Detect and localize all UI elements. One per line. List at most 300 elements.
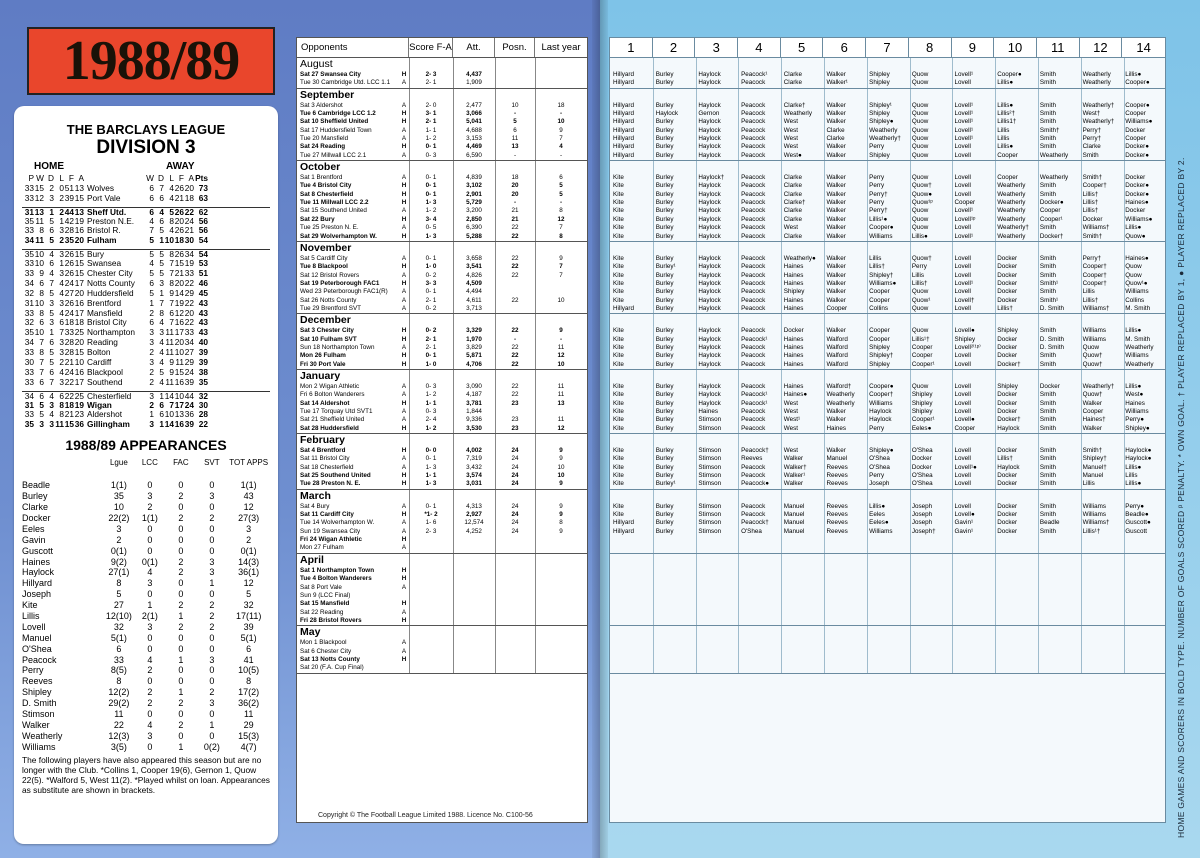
position: 6: [513, 126, 517, 134]
stat-cell: 26: [174, 225, 184, 236]
player-cell: Haylock: [698, 135, 721, 143]
month-label: April: [300, 553, 324, 566]
stat-cell: 3: [149, 419, 154, 430]
fixture-row: [297, 383, 587, 391]
appearance-count: 2: [147, 698, 153, 709]
appearance-row: [22, 480, 270, 491]
last-year: 8: [559, 207, 563, 215]
position: 13: [511, 143, 519, 151]
opponent: Sat 24 Reading: [300, 143, 346, 151]
player-cell: Clarke: [783, 174, 802, 182]
stat-cell: 21: [184, 225, 194, 236]
fixtures-body: [297, 58, 587, 674]
venue: A: [401, 296, 407, 304]
player-cell: Burley: [655, 511, 674, 519]
attendance: [453, 600, 495, 608]
stat-cell: 6: [169, 307, 174, 318]
appearance-count: 0: [209, 708, 215, 719]
opponent: Fri 6 Bolton Wanderers: [300, 391, 365, 399]
player-cell: Docker: [997, 527, 1018, 535]
attendance: 3,658: [466, 254, 482, 262]
fixture-row: [297, 102, 587, 110]
player-cell: Kite: [613, 360, 624, 368]
player-cell: Smith: [1039, 118, 1056, 126]
stat-cell: 43: [198, 307, 208, 318]
league-header-cell: D: [48, 173, 54, 183]
player-cell: Manuel: [783, 527, 805, 535]
player-cell: Burley: [655, 455, 674, 463]
appearance-count: 11: [114, 708, 124, 719]
fixture-row: [297, 639, 587, 647]
stat-cell: 10: [174, 390, 184, 401]
player-cell: Clarke: [783, 207, 802, 215]
attendance: 1,909: [466, 79, 482, 87]
league-table-card: [14, 106, 278, 844]
player-cell: Haylock: [698, 190, 721, 198]
score: [409, 664, 453, 672]
team-name: Bristol City: [87, 318, 127, 328]
lineup-row: [610, 207, 1165, 215]
appearance-count: 6: [246, 643, 252, 654]
copyright-text: Copyright © The Football League Limited 1988. Licence No. C100-56: [318, 812, 533, 819]
player-cell: Lovell¹: [954, 101, 974, 109]
stat-cell: 19: [74, 399, 84, 410]
team-name: Northampton: [87, 328, 135, 338]
stat-cell: 22: [184, 317, 194, 328]
appearance-row: [22, 589, 270, 600]
venue: A: [401, 288, 407, 296]
fixture-row: [297, 327, 587, 335]
player-cell: Burley: [655, 391, 674, 399]
last-year: [535, 609, 587, 617]
player-cell: Hillyard: [613, 135, 634, 143]
stat-cell: 38: [198, 366, 208, 377]
stat-cell: 0: [59, 182, 64, 193]
appearance-count: 0: [178, 632, 184, 643]
player-cell: Quow: [911, 71, 929, 78]
player-cell: Haylock●: [1125, 455, 1152, 463]
player-cell: Haylock: [698, 382, 721, 390]
player-cell: Reeves: [741, 455, 763, 463]
player-cell: Kite: [613, 408, 624, 415]
stat-cell: 17: [174, 327, 184, 338]
stat-cell: 5: [149, 287, 154, 298]
team-name: Blackpool: [87, 367, 123, 377]
appearance-count: 8: [246, 676, 252, 687]
appearance-count: 0: [147, 643, 153, 654]
position: 21: [511, 215, 519, 223]
player-cell: Burley: [655, 335, 674, 343]
player-cell: Eeles●: [869, 519, 889, 527]
player-cell: Quow: [911, 151, 929, 159]
score: 0- 1: [425, 174, 437, 182]
player-cell: Peacock: [741, 224, 766, 232]
appearance-count: 2: [147, 687, 153, 698]
player-cell: Walker: [826, 224, 846, 232]
appearance-count: 5: [116, 589, 122, 600]
attendance: [453, 639, 495, 647]
appearance-count: 0: [178, 545, 184, 556]
appearance-count: 12(3): [108, 730, 130, 741]
player-cell: Cooper†: [1082, 263, 1107, 271]
opponent: Sun 19 Swansea City: [300, 527, 361, 535]
stat-cell: 20: [74, 337, 84, 348]
fixture-row: [297, 656, 587, 664]
player-cell: Peacock: [741, 424, 766, 432]
player-cell: Burley¹: [655, 263, 676, 271]
lineup-row: [610, 71, 1165, 79]
position: [495, 288, 535, 296]
attendance: 4,611: [466, 296, 482, 304]
position: [495, 648, 535, 656]
fixture-month-april: [297, 554, 587, 626]
player-cell: Burley: [655, 101, 674, 109]
team-name: Wolves: [87, 183, 115, 193]
fixture-row: [297, 255, 587, 263]
appearance-row: [22, 557, 270, 568]
stat-cell: 32: [24, 287, 34, 298]
fixture-row: [297, 118, 587, 126]
appearances-title: 1988/89 APPEARANCES: [65, 437, 227, 454]
player-cell: Haines†: [1082, 416, 1106, 424]
last-year: 8: [559, 232, 563, 240]
player-cell: Walker: [826, 215, 846, 223]
fixture-row: [297, 664, 587, 672]
player-cell: Docker: [997, 288, 1018, 296]
fixture-row: [297, 110, 587, 118]
player-cell: Williams●: [869, 279, 897, 287]
position: 5: [513, 118, 517, 126]
lineup-row: [610, 255, 1165, 263]
month-label: February: [300, 434, 345, 447]
player-cell: Peacock: [741, 190, 766, 198]
player-cell: Docker: [1039, 382, 1060, 390]
appearance-row: [22, 535, 270, 546]
player-cell: Cooper†: [1082, 182, 1107, 190]
appearance-count: 5: [246, 589, 252, 600]
fixture-row: [297, 464, 587, 472]
stat-cell: 15: [74, 249, 84, 260]
stat-cell: 21: [64, 409, 74, 420]
last-year: 8: [559, 519, 563, 527]
attendance: 2,850: [466, 215, 482, 223]
opponent: Tue 11 Millwall LCC 2.2: [300, 199, 369, 207]
player-cell: Stimson: [698, 511, 722, 519]
score: 2- 1: [425, 343, 437, 351]
position: [495, 536, 535, 544]
player-cell: Haylock: [698, 271, 721, 279]
player-cell: Hillyard: [613, 519, 634, 527]
position: [495, 575, 535, 583]
attendance: [453, 656, 495, 664]
league-header-cell: W: [36, 173, 44, 183]
stat-cell: 39: [184, 376, 194, 387]
stat-cell: 36: [74, 419, 84, 430]
month-label: May: [300, 626, 321, 639]
player-name: Manuel: [22, 632, 52, 643]
stat-cell: 8: [169, 249, 174, 260]
appearance-row: [22, 513, 270, 524]
player-cell: Walker: [826, 296, 846, 304]
stat-cell: 6: [149, 317, 154, 328]
last-year: [535, 305, 587, 313]
player-cell: Cooper: [954, 424, 976, 432]
fixture-row: [297, 182, 587, 190]
player-name: Shipley: [22, 687, 52, 698]
player-cell: Docker: [997, 254, 1018, 262]
player-cell: Shipley†: [869, 352, 894, 360]
opponent: Tue 6 Cambridge LCC 1.2: [300, 110, 376, 118]
stat-cell: 1: [59, 215, 64, 226]
player-cell: Weatherly: [997, 207, 1026, 215]
player-cell: Burley: [655, 288, 674, 296]
appearance-count: 3: [209, 654, 215, 665]
player-name: Hillyard: [22, 578, 53, 589]
player-cell: Burley: [655, 207, 674, 215]
venue: H: [401, 118, 407, 126]
lineup-row: [610, 272, 1165, 280]
attendance: 4,706: [466, 360, 482, 368]
player-cell: Stimson: [698, 472, 722, 480]
player-cell: Clarke†: [783, 101, 806, 109]
lineup-row: [610, 152, 1165, 160]
lineup-row: [610, 174, 1165, 182]
lineup-row: [610, 344, 1165, 352]
player-cell: Williams†: [1082, 304, 1110, 312]
fixture-row: [297, 143, 587, 151]
player-name: Burley: [22, 491, 48, 502]
stat-cell: 13: [74, 182, 84, 193]
key-note: HOME GAMES AND SCORERS IN BOLD TYPE. NUMBER OF GOALS SCORED ᵖ PENALTY. * OWN GOAL. † PLAYER REPLACED BY 1, ● PLAYER REPLACED BY 2.: [1176, 157, 1186, 838]
player-cell: Weatherly†: [997, 224, 1029, 232]
player-cell: Lovell●: [954, 511, 975, 519]
player-cell: Peacock: [741, 79, 766, 87]
player-cell: Burley: [655, 118, 674, 126]
player-cell: Guscott: [1125, 527, 1147, 535]
venue: A: [401, 271, 407, 279]
position: 11: [511, 135, 519, 143]
last-year: [535, 575, 587, 583]
stat-cell: 8: [169, 277, 174, 288]
attendance: 3,102: [466, 182, 482, 190]
stat-cell: 9: [169, 366, 174, 377]
player-cell: Williams●: [1125, 118, 1153, 126]
player-cell: Kite: [613, 424, 624, 432]
league-row: [22, 194, 270, 204]
stat-cell: 35: [24, 327, 34, 338]
player-cell: Lovell¹: [954, 126, 974, 134]
player-cell: Haines: [783, 352, 804, 360]
fixture-row: [297, 648, 587, 656]
stat-cell: 22: [184, 206, 194, 217]
player-cell: Docker: [997, 335, 1018, 343]
position: [495, 305, 535, 313]
player-cell: Hillyard: [613, 304, 634, 312]
fixture-month-march: [297, 490, 587, 554]
score: 0- 1: [425, 352, 437, 360]
player-cell: Haylock: [997, 424, 1020, 432]
stat-cell: 3: [59, 376, 64, 387]
opponent: Sat 10 Sheffield United: [300, 118, 369, 126]
lineup-row: [610, 182, 1165, 190]
attendance: [453, 575, 495, 583]
venue: A: [401, 502, 407, 510]
appearance-count: 0(1): [141, 556, 158, 567]
player-name: Haylock: [22, 567, 55, 578]
stat-cell: 5: [39, 399, 44, 410]
team-name: Sheff Utd.: [87, 207, 127, 217]
attendance: 6,390: [466, 224, 482, 232]
player-name: Eeles: [22, 523, 45, 534]
stat-cell: 22: [184, 277, 194, 288]
stat-cell: 7: [159, 182, 164, 193]
player-cell: Lovell¹: [954, 71, 974, 78]
player-cell: Stimson: [698, 519, 722, 527]
player-cell: Haines: [783, 382, 804, 390]
position: [495, 656, 535, 664]
player-cell: Smith: [1039, 447, 1056, 455]
player-cell: Peacock: [741, 254, 766, 262]
opponent: Sat 8 Port Vale: [300, 583, 342, 591]
venue: H: [401, 199, 407, 207]
player-cell: Haylock: [698, 254, 721, 262]
stat-cell: 18: [174, 235, 184, 246]
opponent: Sat 3 Chester City: [300, 327, 354, 335]
player-cell: Lillis●: [997, 101, 1014, 109]
league-row: [22, 378, 270, 388]
player-cell: Walker: [826, 416, 846, 424]
attendance: 4,494: [466, 288, 482, 296]
player-cell: Beadle●: [1125, 511, 1149, 519]
venue: H: [401, 472, 407, 480]
month-label: January: [300, 369, 341, 382]
opponent: Sat 1 Brentford: [300, 174, 343, 182]
stat-cell: 34: [184, 337, 194, 348]
opponent: Tue 29 Brentford SVT: [300, 304, 362, 312]
appearance-count: 2: [147, 502, 153, 513]
team-name: Chesterfield: [87, 391, 132, 401]
stat-cell: 33: [24, 182, 34, 193]
player-cell: Stimson: [698, 480, 722, 488]
position: [495, 592, 535, 600]
stat-cell: 33: [184, 268, 194, 279]
player-cell: Quow●: [1125, 232, 1146, 240]
opponent: Sat 17 Huddersfield Town: [300, 126, 372, 134]
stat-cell: 1: [159, 419, 164, 430]
opponent: Sat 10 Fulham SVT: [300, 335, 357, 343]
player-cell: Lovell: [954, 382, 971, 390]
last-year: -: [559, 199, 563, 207]
player-cell: Reeves: [826, 519, 848, 527]
appearance-count: 3: [147, 491, 153, 502]
player-name: Haines: [22, 556, 51, 567]
position: 22: [511, 232, 519, 240]
player-cell: Burley: [655, 399, 674, 407]
venue: H: [401, 110, 407, 118]
venue: [399, 592, 409, 600]
player-cell: Shipley: [869, 79, 890, 87]
player-cell: Kite: [613, 263, 624, 271]
stat-cell: 3: [59, 249, 64, 260]
player-cell: Cooper●: [1125, 101, 1150, 109]
player-cell: Haylock: [698, 182, 721, 190]
lineup-row: [610, 297, 1165, 305]
last-year: [535, 280, 587, 288]
stat-cell: 2: [59, 235, 64, 246]
player-cell: Cooper●: [869, 224, 894, 232]
appearance-row: [22, 578, 270, 589]
player-cell: Weatherly: [783, 110, 812, 118]
position: 22: [511, 391, 519, 399]
player-cell: Docker: [997, 408, 1018, 415]
stat-cell: 26: [64, 249, 74, 260]
appearance-count: 17(11): [236, 610, 262, 621]
stat-cell: 33: [24, 376, 34, 387]
appearance-header-cell: Lgue: [109, 458, 128, 468]
fixture-month-december: [297, 314, 587, 370]
stat-cell: 23: [74, 409, 84, 420]
player-cell: Shipley: [783, 288, 805, 296]
stat-cell: 3: [149, 357, 154, 368]
stat-cell: 2: [149, 376, 154, 387]
player-cell: Peacock: [741, 143, 766, 151]
attendance: 3,829: [466, 343, 482, 351]
player-cell: Peacock: [741, 416, 766, 424]
stat-cell: 6: [149, 206, 154, 217]
player-cell: Clarke: [783, 215, 802, 223]
empty-row: [610, 584, 1165, 592]
venue: A: [401, 608, 407, 616]
player-cell: Walford: [826, 343, 848, 351]
venue: A: [401, 455, 407, 463]
player-cell: Lillis†: [1082, 190, 1099, 198]
player-cell: Shipley●: [869, 118, 894, 126]
stat-cell: 40: [198, 337, 208, 348]
last-year: 10: [557, 296, 565, 304]
player-cell: Cooper: [911, 352, 933, 360]
player-cell: M. Smith: [1125, 335, 1151, 343]
player-cell: Kite: [613, 463, 624, 471]
lineup-row: [610, 102, 1165, 110]
player-cell: Burley: [655, 304, 674, 312]
player-cell: Haines: [783, 263, 804, 271]
player-cell: Cooper¹: [911, 416, 935, 424]
opponent: Tue 20 Mansfield: [300, 135, 349, 143]
attendance: 4,187: [466, 391, 482, 399]
player-cell: Shipley: [869, 360, 890, 368]
stat-cell: 4: [59, 366, 64, 377]
stat-cell: 39: [64, 192, 74, 203]
stat-cell: 22: [64, 390, 74, 401]
stat-cell: 4: [169, 225, 174, 236]
stat-cell: 6: [39, 277, 44, 288]
stat-cell: 35: [198, 376, 208, 387]
position: [495, 79, 535, 87]
stat-cell: 5: [49, 215, 54, 226]
player-cell: O'Shea: [911, 472, 933, 480]
fixture-month-january: [297, 370, 587, 434]
venue: [399, 664, 409, 672]
player-cell: Cooper●: [997, 71, 1022, 78]
stat-cell: 11: [165, 327, 174, 338]
stat-cell: 26: [174, 182, 184, 193]
score: *1- 2: [424, 511, 438, 519]
fixture-row: [297, 336, 587, 344]
stat-cell: 22: [198, 419, 208, 430]
fixture-month-may: [297, 626, 587, 673]
team-name: Fulham: [87, 236, 117, 246]
season-banner: [27, 27, 275, 95]
